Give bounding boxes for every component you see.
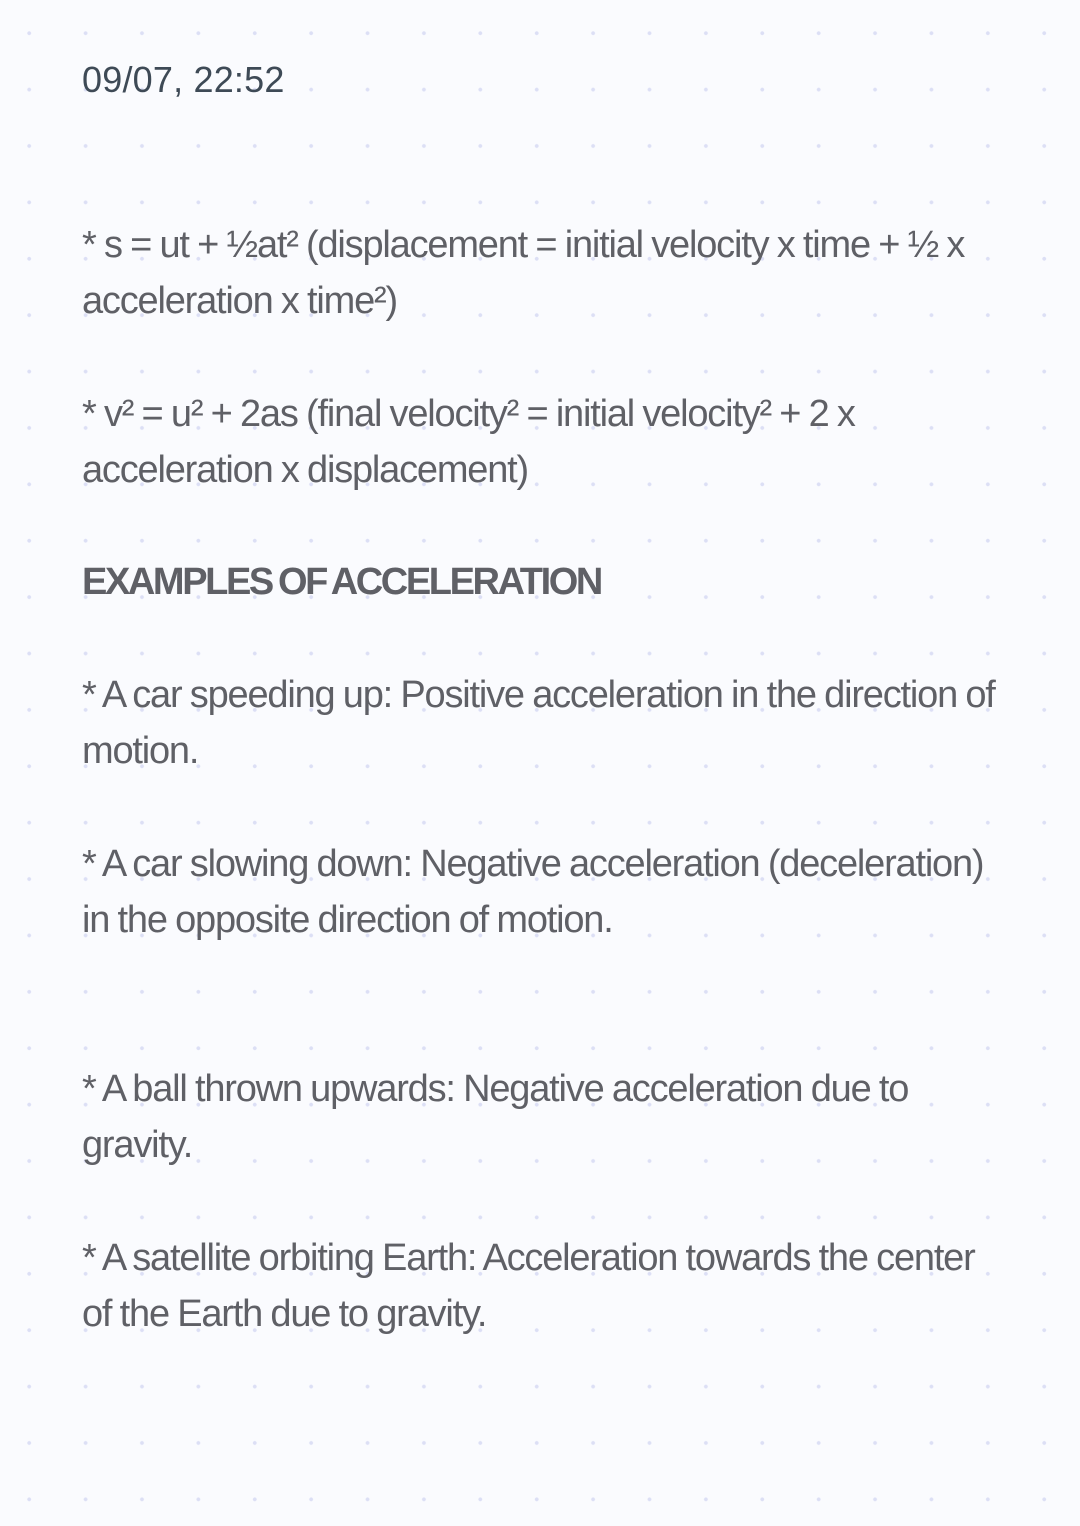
note-timestamp: 09/07, 22:52 bbox=[82, 59, 285, 100]
example-satellite-orbiting: * A satellite orbiting Earth: Acceleration towards the center of the Earth due to gravity. bbox=[82, 1237, 975, 1335]
section-heading: EXAMPLES OF ACCELERATION bbox=[82, 561, 601, 603]
formula-displacement: * s = ut + ½at² (displacement = initial velocity x time + ½ x acceleration x time²) bbox=[82, 224, 965, 322]
formula-final-velocity: * v² = u² + 2as (final velocity² = initial velocity² + 2 x acceleration x displacement) bbox=[82, 393, 855, 491]
example-car-slowing-down: * A car slowing down: Negative acceleration (deceleration) in the opposite direction of motion. bbox=[82, 843, 984, 941]
example-car-speeding-up: * A car speeding up: Positive acceleration in the direction of motion. bbox=[82, 674, 995, 772]
example-ball-thrown-upwards: * A ball thrown upwards: Negative acceleration due to gravity. bbox=[82, 1068, 909, 1166]
